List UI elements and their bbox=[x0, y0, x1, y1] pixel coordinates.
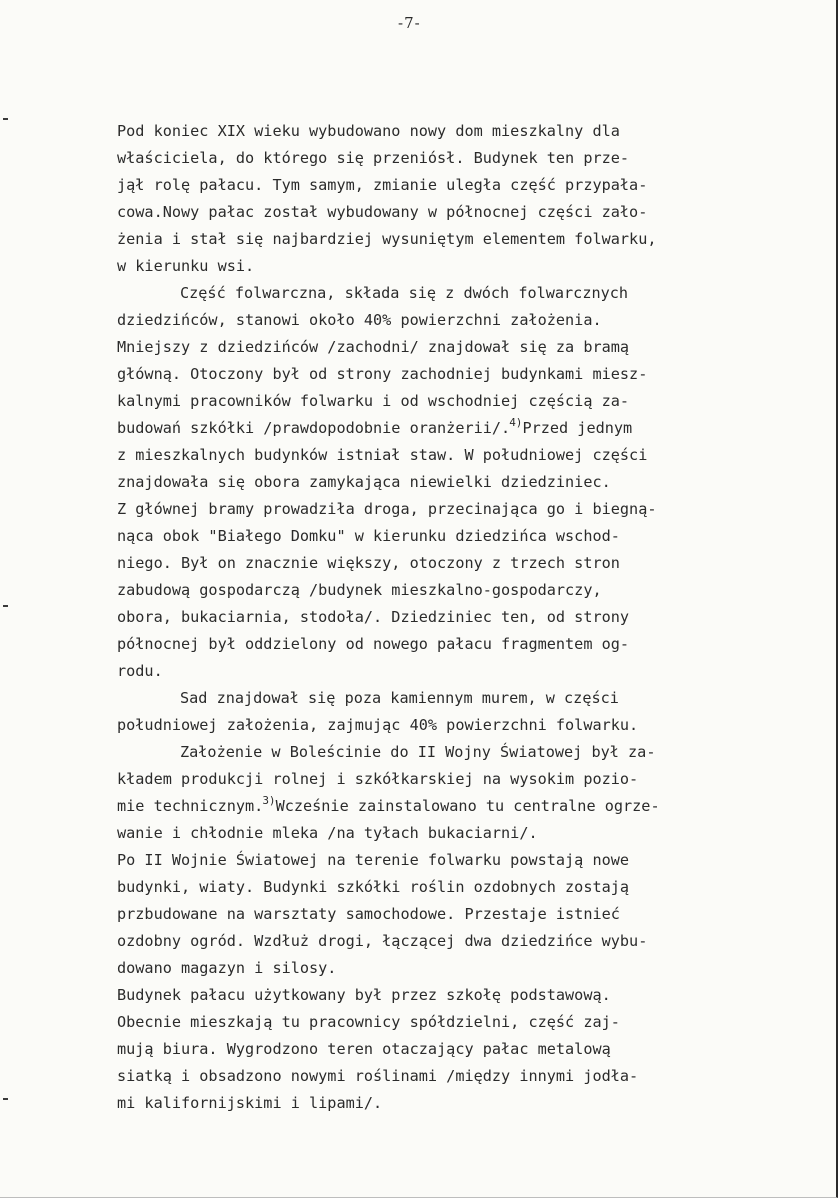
margin-mark bbox=[3, 118, 8, 120]
line-text: główną. Otoczony był od strony zachodniej budynkami miesz- bbox=[117, 365, 648, 383]
text-line bbox=[117, 226, 817, 253]
body-text bbox=[117, 118, 817, 1117]
line-text: ozdobny ogród. Wzdłuż drogi, łączącej dwa dziedzińce wybu- bbox=[117, 932, 648, 950]
text-line bbox=[117, 496, 817, 523]
text-line bbox=[117, 442, 817, 469]
line-text: Część folwarczna, składa się z dwóch folwarcznych bbox=[180, 284, 629, 302]
margin-mark bbox=[3, 605, 8, 607]
line-text: rodu. bbox=[117, 662, 163, 680]
line-text: niego. Był on znacznie większy, otoczony z trzech stron bbox=[117, 554, 620, 572]
footnote-marker: 3) bbox=[262, 794, 276, 807]
line-text: Po II Wojnie Światowej na terenie folwarku powstają nowe bbox=[117, 851, 630, 869]
line-text: budynki, wiaty. Budynki szkółki roślin ozdobnych zostają bbox=[117, 878, 630, 896]
line-text: znajdowała się obora zamykająca niewielki dziedziniec. bbox=[117, 473, 611, 491]
text-line bbox=[117, 631, 817, 658]
text-line bbox=[117, 982, 817, 1009]
line-text: przbudowane na warsztaty samochodowe. Przestaje istnieć bbox=[117, 905, 620, 923]
line-text: z mieszkalnych budynków istniał staw. W południowej części bbox=[117, 446, 648, 464]
line-text: mują biura. Wygrodzono teren otaczający pałac metalową bbox=[117, 1040, 611, 1058]
text-line bbox=[117, 469, 817, 496]
line-text: Budynek pałacu użytkowany był przez szkołę podstawową. bbox=[117, 986, 611, 1004]
line-text: mi kalifornijskimi i lipami/. bbox=[117, 1094, 383, 1112]
text-line bbox=[117, 820, 817, 847]
text-line bbox=[117, 577, 817, 604]
line-text: kalnymi pracowników folwarku i od wschodniej częścią za- bbox=[117, 392, 630, 410]
line-text: Mniejszy z dziedzińców /zachodni/ znajdował się za bramą bbox=[117, 338, 630, 356]
text-line bbox=[117, 172, 817, 199]
text-line bbox=[117, 847, 817, 874]
text-line bbox=[117, 793, 817, 820]
line-text: dziedzińców, stanowi około 40% powierzchni założenia. bbox=[117, 311, 602, 329]
text-line bbox=[117, 280, 817, 307]
line-text: właściciela, do którego się przeniósł. Budynek ten prze- bbox=[117, 149, 630, 167]
text-line bbox=[117, 550, 817, 577]
text-line bbox=[117, 253, 817, 280]
line-text: północnej był oddzielony od nowego pałacu fragmentem og- bbox=[117, 635, 630, 653]
text-line bbox=[117, 1090, 817, 1117]
text-line bbox=[117, 1036, 817, 1063]
line-text: jął rolę pałacu. Tym samym, zmianie uległa część przypała- bbox=[117, 176, 648, 194]
line-text: wanie i chłodnie mleka /na tyłach bukaciarni/. bbox=[117, 824, 538, 842]
text-line bbox=[117, 334, 817, 361]
line-text: cowa.Nowy pałac został wybudowany w północnej części zało- bbox=[117, 203, 648, 221]
text-line bbox=[117, 739, 817, 766]
line-text: nąca obok "Białego Domku" w kierunku dziedzińca wschod- bbox=[117, 527, 620, 545]
line-text-continued: Wcześnie zainstalowano tu centralne ogrze- bbox=[275, 797, 660, 815]
text-line bbox=[117, 388, 817, 415]
line-text: południowej założenia, zajmując 40% powierzchni folwarku. bbox=[117, 716, 639, 734]
line-text: budowań szkółki /prawdopodobnie oranżerii/. bbox=[117, 419, 511, 437]
text-line bbox=[117, 1009, 817, 1036]
line-text: siatką i obsadzono nowymi roślinami /między innymi jodła- bbox=[117, 1067, 639, 1085]
line-text-continued: Przed jednym bbox=[522, 419, 633, 437]
line-text: dowano magazyn i silosy. bbox=[117, 959, 337, 977]
line-text: Założenie w Boleścinie do II Wojny Światowej był za- bbox=[180, 743, 656, 761]
line-text: Z głównej bramy prowadziła droga, przecinająca go i biegną- bbox=[117, 500, 657, 518]
line-text: Obecnie mieszkają tu pracownicy spółdzielni, część zaj- bbox=[117, 1013, 620, 1031]
line-text: mie technicznym. bbox=[117, 797, 264, 815]
text-line bbox=[117, 766, 817, 793]
text-line bbox=[117, 604, 817, 631]
text-line bbox=[117, 928, 817, 955]
text-line bbox=[117, 955, 817, 982]
line-text: obora, bukaciarnia, stodoła/. Dziedziniec ten, od strony bbox=[117, 608, 630, 626]
text-line bbox=[117, 874, 817, 901]
text-line bbox=[117, 199, 817, 226]
text-line bbox=[117, 415, 817, 442]
line-text: Sad znajdował się poza kamiennym murem, w części bbox=[180, 689, 619, 707]
text-line bbox=[117, 685, 817, 712]
line-text: kładem produkcji rolnej i szkółkarskiej na wysokim pozio- bbox=[117, 770, 639, 788]
margin-mark bbox=[3, 1098, 8, 1100]
text-line bbox=[117, 118, 817, 145]
footnote-marker: 4) bbox=[509, 416, 523, 429]
text-line bbox=[117, 712, 817, 739]
text-line bbox=[117, 307, 817, 334]
page-number: -7- bbox=[398, 14, 421, 32]
text-line bbox=[117, 901, 817, 928]
line-text: żenia i stał się najbardziej wysuniętym elementem folwarku, bbox=[117, 230, 657, 248]
text-line bbox=[117, 658, 817, 685]
text-line bbox=[117, 361, 817, 388]
line-text: Pod koniec XIX wieku wybudowano nowy dom mieszkalny dla bbox=[117, 122, 620, 140]
text-line bbox=[117, 145, 817, 172]
text-line bbox=[117, 523, 817, 550]
line-text: w kierunku wsi. bbox=[117, 257, 255, 275]
text-line bbox=[117, 1063, 817, 1090]
line-text: zabudową gospodarczą /budynek mieszkalno-gospodarczy, bbox=[117, 581, 602, 599]
